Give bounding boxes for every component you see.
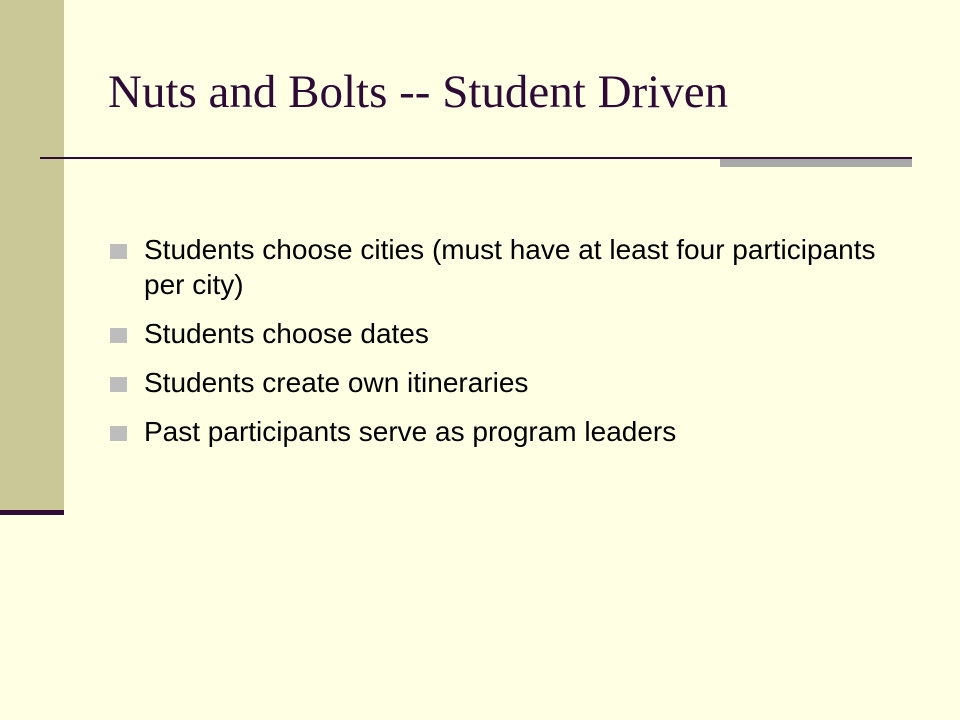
bullet-item — [108, 316, 908, 351]
bullet-item — [108, 414, 908, 449]
square-bullet-icon — [110, 377, 127, 392]
bullet-item — [108, 232, 908, 302]
square-bullet-icon — [110, 426, 127, 441]
bullet-list — [108, 232, 908, 463]
bullet-text: Students create own itineraries — [144, 367, 529, 398]
title-divider-accent — [720, 159, 912, 167]
title-divider-accent-top — [720, 150, 912, 157]
bullet-text: Past participants serve as program leaders — [144, 416, 677, 447]
bullet-item — [108, 365, 908, 400]
bullet-text: Students choose cities (must have at least four participants per city) — [144, 234, 876, 300]
slide-title: Nuts and Bolts -- Student Driven — [108, 66, 729, 118]
square-bullet-icon — [110, 244, 127, 259]
left-accent-bar-base — [0, 510, 64, 515]
left-accent-bar — [0, 0, 64, 510]
square-bullet-icon — [110, 328, 127, 343]
bullet-text: Students choose dates — [144, 318, 429, 349]
